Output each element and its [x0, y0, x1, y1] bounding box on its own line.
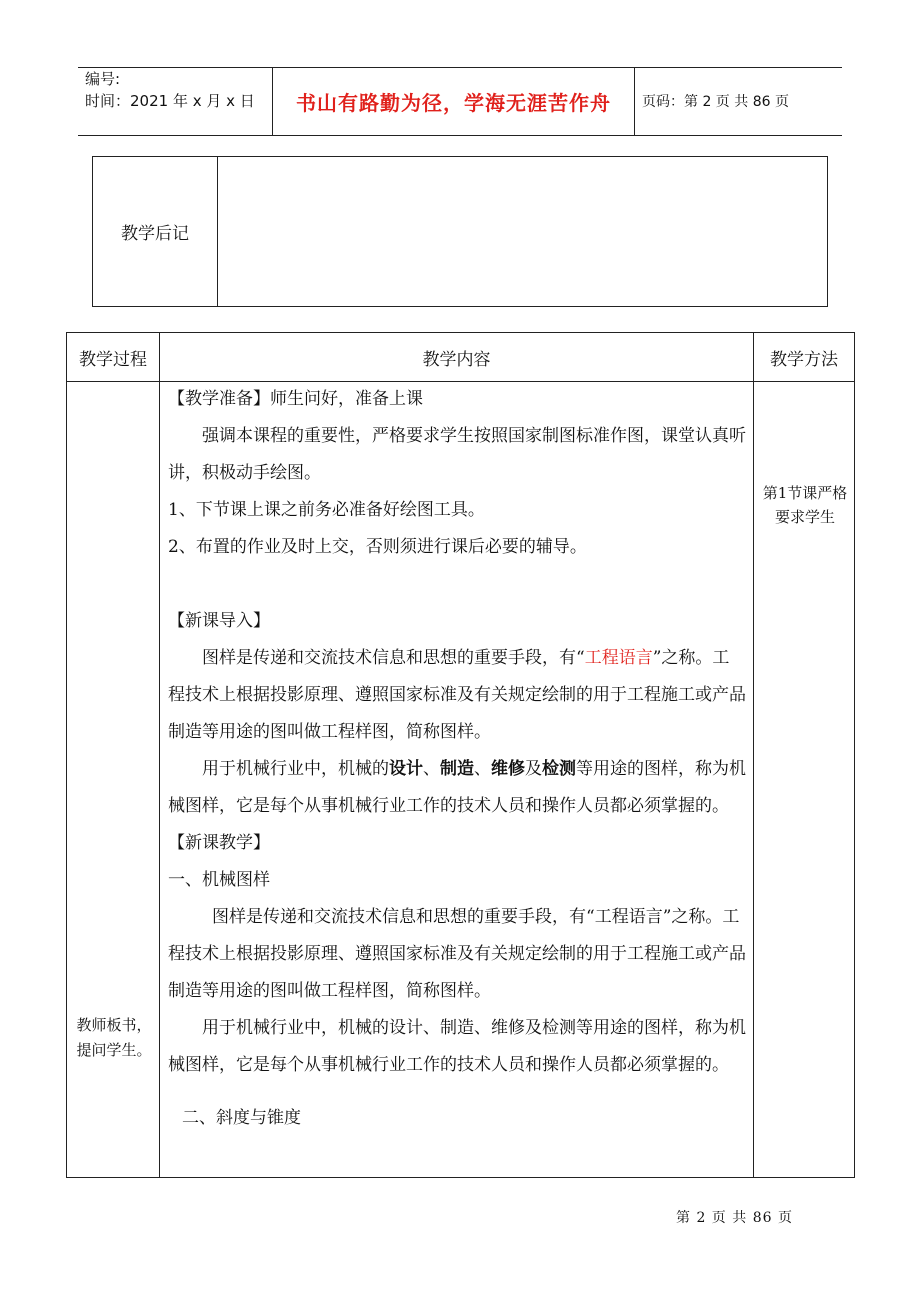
- section-1-title: 一、机械图样: [168, 870, 270, 890]
- bold-term: 检测: [542, 759, 576, 779]
- reflection-label: 教学后记: [93, 157, 218, 306]
- bold-term: 维修: [491, 759, 525, 779]
- reflection-table: [92, 156, 828, 307]
- intro-paragraph-1: [168, 640, 746, 751]
- column-header-method: 教学方法: [770, 349, 838, 370]
- text-run: 及: [525, 759, 542, 779]
- prep-item-2: 2、布置的作业及时上交，否则须进行课后必要的辅导。: [168, 537, 587, 557]
- intro-paragraph-2: [168, 751, 746, 825]
- method-note: 第1节课严格要求学生: [762, 484, 848, 526]
- column-divider: [159, 333, 160, 1177]
- text-run: ”之称。工程技术上根据投影原理、遵照国家标准及有关规定绘制的用于工程施工或产品制造等用途的图叫做工程样图，简称图样。: [168, 648, 746, 742]
- column-header-process: 教学过程: [79, 349, 147, 370]
- section-1-paragraph-1: 图样是传递和交流技术信息和思想的重要手段，有“工程语言”之称。工程技术上根据投影原理、遵照国家标准及有关规定绘制的用于工程施工或产品制造等用途的图叫做工程样图，简称图样。: [168, 907, 746, 1001]
- column-divider: [753, 333, 754, 1177]
- footer-page-number: 第 2 页 共 86 页: [676, 1210, 793, 1226]
- text-run: 、: [474, 759, 491, 779]
- bold-term: 设计: [389, 759, 423, 779]
- text-run: 图样是传递和交流技术信息和思想的重要手段，有“: [202, 648, 585, 668]
- section-2-title: 二、斜度与锥度: [182, 1108, 301, 1128]
- header-divider: [634, 67, 635, 135]
- prep-title: 【教学准备】师生问好，准备上课: [168, 389, 423, 409]
- header-meta: [85, 68, 270, 112]
- header-motto: 书山有路勤为径，学海无涯苦作舟: [296, 90, 611, 115]
- lesson-table: [66, 332, 855, 1178]
- teach-title: 【新课教学】: [168, 833, 270, 853]
- time-label: 时间：2021 年 x 月 x 日: [85, 92, 255, 110]
- spacer: [168, 566, 746, 603]
- highlight-term: 工程语言: [584, 648, 653, 668]
- spacer: [168, 1084, 746, 1100]
- prep-item-1: 1、下节课上课之前务必准备好绘图工具。: [168, 500, 485, 520]
- bold-term: 制造: [440, 759, 474, 779]
- lesson-content: [168, 381, 746, 1137]
- text-run: 、: [423, 759, 440, 779]
- code-label: 编号:: [85, 70, 121, 88]
- header-page-number: 页码：第 2 页 共 86 页: [642, 94, 789, 110]
- header-bottom-rule: [78, 135, 842, 136]
- intro-title: 【新课导入】: [168, 611, 270, 631]
- section-1-paragraph-2: 用于机械行业中，机械的设计、制造、维修及检测等用途的图样，称为机械图样，它是每个从事机械行业工作的技术人员和操作人员都必须掌握的。: [168, 1018, 746, 1075]
- prep-paragraph: 强调本课程的重要性，严格要求学生按照国家制图标准作图，课堂认真听讲，积极动手绘图。: [168, 426, 746, 483]
- process-note: 教师板书，提问学生。: [76, 1016, 152, 1059]
- text-run: 用于机械行业中，机械的: [202, 759, 389, 779]
- text-run: 等用途的图样，称为机械图样，它是每个从事机械行业工作的技术人员和操作人员都必须掌握的。: [168, 759, 746, 816]
- column-header-content: 教学内容: [422, 349, 491, 370]
